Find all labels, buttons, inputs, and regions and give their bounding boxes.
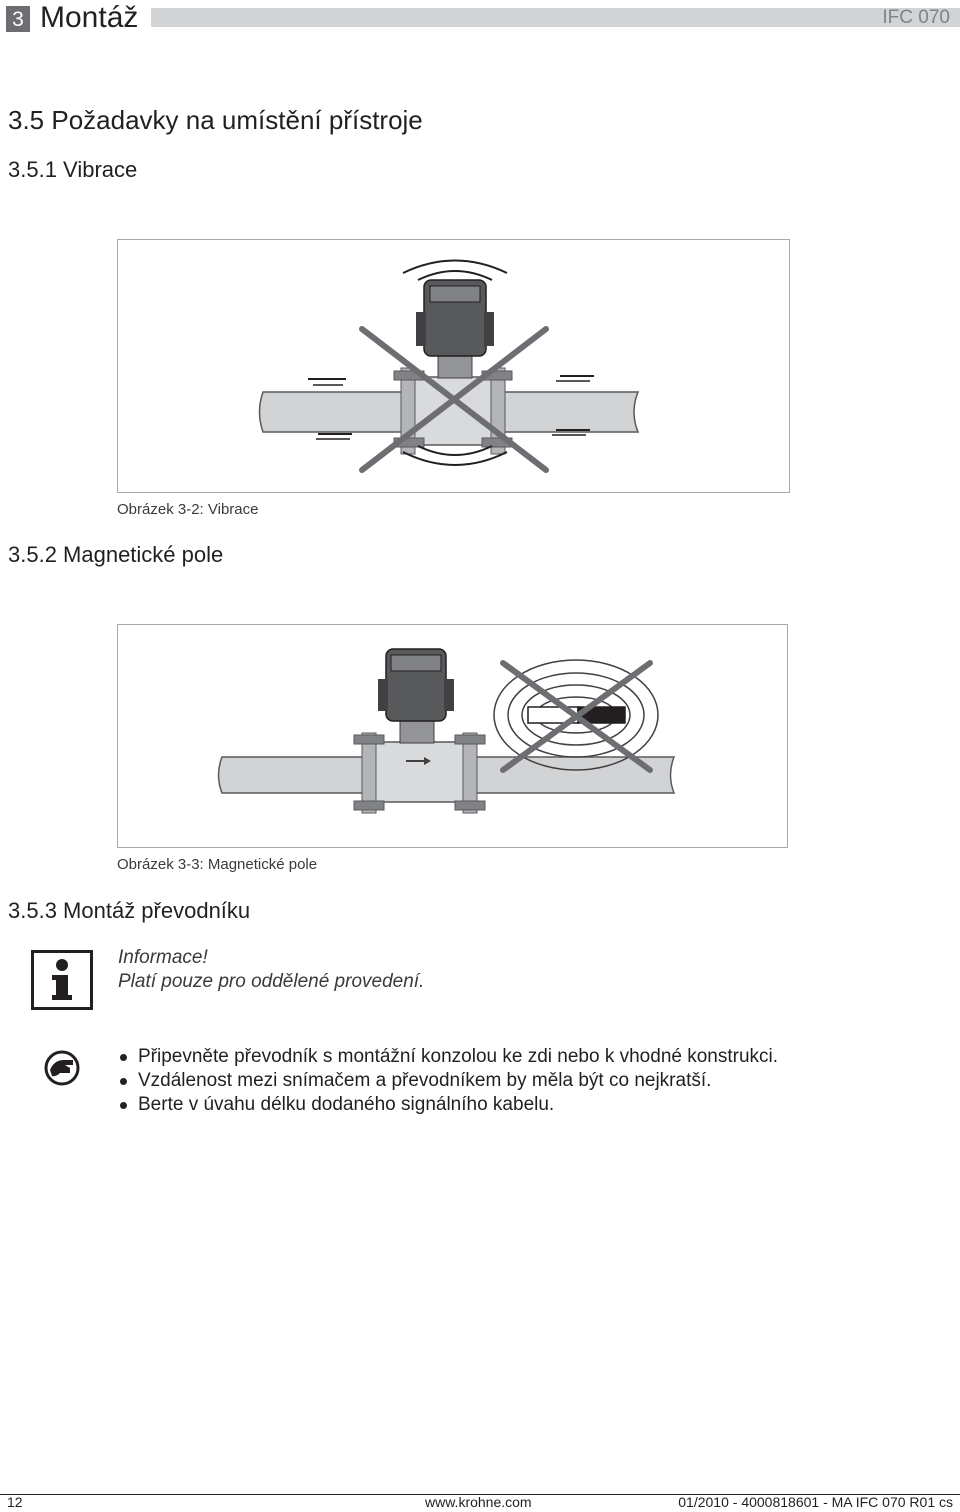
figure-magnetic-field (117, 624, 788, 848)
subsection-heading-vibrace: 3.5.1 Vibrace (8, 157, 138, 182)
list-item: Vzdálenost mezi snímačem a převodníkem by měla být co nejkratší. (118, 1069, 778, 1093)
figure-caption: Obrázek 3-3: Magnetické pole (117, 856, 318, 873)
instruction-list (118, 1045, 778, 1117)
figure-caption: Obrázek 3-2: Vibrace (117, 501, 259, 518)
information-icon (31, 950, 93, 1010)
list-item: Berte v úvahu délku dodaného signálního kabelu. (118, 1093, 778, 1117)
subsection-heading-magnetic: 3.5.2 Magnetické pole (8, 542, 224, 567)
header-bar (151, 8, 960, 27)
info-note-text: Platí pouze pro oddělené provedení. (118, 971, 425, 992)
footer-website: www.krohne.com (425, 1494, 532, 1510)
subsection-heading-mounting: 3.5.3 Montáž převodníku (8, 898, 251, 923)
chapter-number-badge: 3 (6, 6, 30, 32)
list-item: Připevněte převodník s montážní konzolou ke zdi nebo k vhodné konstrukci. (118, 1045, 778, 1069)
info-note-title: Informace! (118, 947, 208, 968)
footer-doc-ref: 01/2010 - 4000818601 - MA IFC 070 R01 cs (678, 1494, 953, 1510)
page-number: 12 (7, 1494, 23, 1510)
section-heading: 3.5 Požadavky na umístění přístroje (8, 105, 423, 135)
magnetic-field-illustration (118, 625, 786, 846)
product-name: IFC 070 (882, 7, 950, 28)
info-note (118, 946, 424, 994)
hand-action-icon (44, 1050, 80, 1086)
vibration-illustration (118, 240, 788, 491)
figure-vibration (117, 239, 790, 493)
chapter-title: Montáž (40, 1, 139, 34)
